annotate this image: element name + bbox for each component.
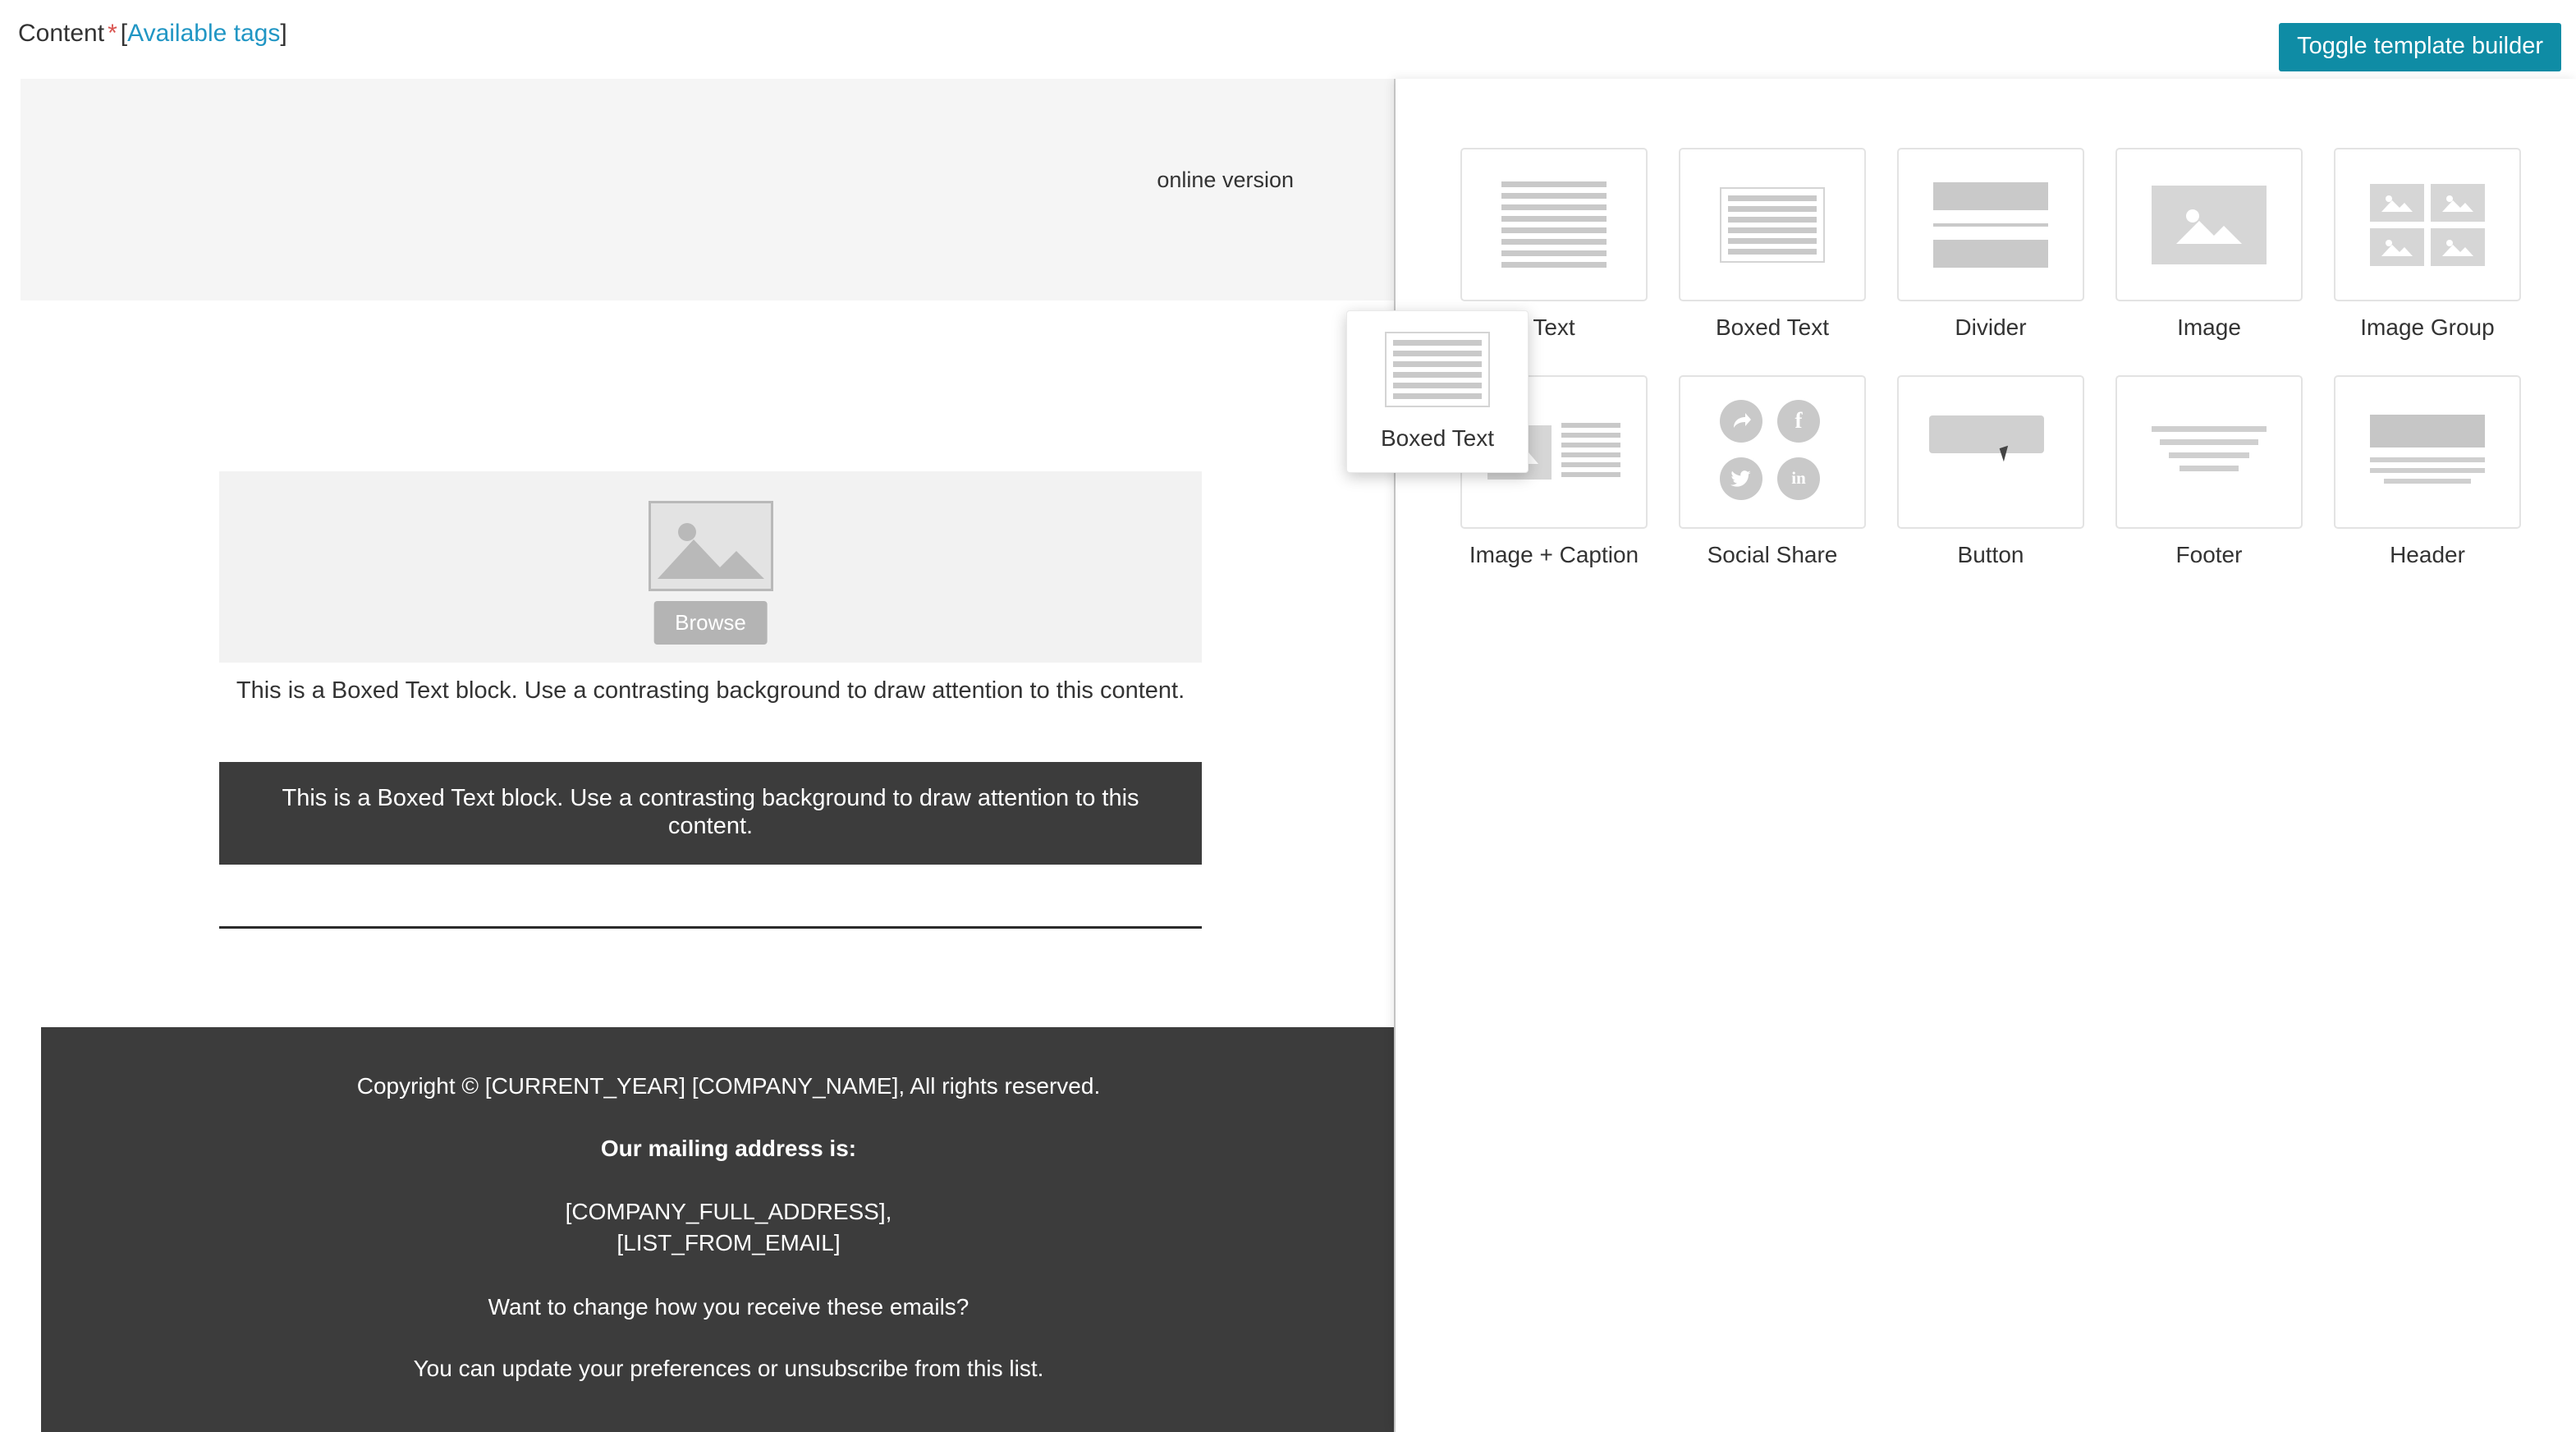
content-label-text: Content: [18, 20, 105, 47]
image-group-block-icon: [2370, 184, 2485, 266]
available-tags-link[interactable]: Available tags: [127, 20, 281, 47]
palette-item-button[interactable]: [1882, 375, 2100, 568]
button-block-icon: [1929, 415, 2052, 489]
palette-label-image-group: Image Group: [2360, 314, 2495, 340]
palette-label-image: Image: [2177, 314, 2241, 340]
share-icon: [1720, 400, 1762, 443]
palette-tile-social-share[interactable]: [1679, 375, 1866, 529]
social-share-block-icon: [1720, 400, 1825, 505]
palette-tile-image-group[interactable]: [2334, 148, 2521, 301]
palette-label-footer: Footer: [2175, 542, 2243, 567]
boxed-text-block[interactable]: This is a Boxed Text block. Use a contrasting background to draw attention to this content.: [219, 762, 1202, 865]
palette-item-footer[interactable]: [2100, 375, 2318, 568]
palette-label-boxed-text: Boxed Text: [1715, 314, 1830, 340]
email-canvas[interactable]: [21, 79, 1396, 1382]
palette-item-social-share[interactable]: [1663, 375, 1882, 568]
footer-address-line2: [LIST_FROM_EMAIL]: [616, 1229, 841, 1255]
palette-item-image[interactable]: [2100, 148, 2318, 341]
bracket-open: [: [120, 20, 128, 47]
image-block[interactable]: [219, 471, 1202, 663]
footer-address: [41, 1196, 1396, 1259]
image-placeholder-icon: [649, 501, 773, 591]
linkedin-icon: in: [1777, 457, 1820, 500]
palette-label-divider: Divider: [1955, 314, 2027, 340]
content-field-label: [18, 20, 287, 48]
palette-row-gap: [1445, 341, 2537, 375]
palette-tile-header[interactable]: [2334, 375, 2521, 529]
palette-tile-text[interactable]: [1460, 148, 1648, 301]
facebook-icon: f: [1777, 400, 1820, 443]
dragging-block-ghost[interactable]: [1346, 310, 1529, 473]
palette-label-image-caption: Image + Caption: [1469, 542, 1639, 567]
palette-tile-divider[interactable]: [1897, 148, 2084, 301]
divider-block-icon: [1933, 182, 2048, 268]
online-version-link[interactable]: online version: [1157, 168, 1294, 192]
palette-label-text: Text: [1533, 314, 1575, 340]
image-block-icon: [2152, 186, 2267, 264]
palette-item-header[interactable]: [2318, 375, 2537, 568]
palette-label-button: Button: [1957, 542, 2024, 567]
dragging-block-label: Boxed Text: [1380, 425, 1495, 451]
required-marker: *: [108, 20, 117, 47]
palette-item-divider[interactable]: [1882, 148, 2100, 341]
email-preview-pane[interactable]: [0, 79, 1396, 1432]
block-palette: [1445, 148, 2537, 568]
divider-block[interactable]: [219, 926, 1202, 929]
palette-item-boxed-text[interactable]: [1663, 148, 1882, 341]
email-body-area: [21, 301, 1396, 1027]
palette-item-image-group[interactable]: [2318, 148, 2537, 341]
palette-label-social-share: Social Share: [1707, 542, 1838, 567]
palette-label-header: Header: [2390, 542, 2465, 567]
boxed-text-block-icon: [1720, 187, 1825, 263]
text-block[interactable]: This is a Boxed Text block. Use a contrasting background to draw attention to this content.: [236, 677, 1185, 704]
header-block-icon: [2370, 415, 2485, 489]
palette-tile-footer[interactable]: [2115, 375, 2303, 529]
footer-mailing-heading: Our mailing address is:: [600, 1135, 857, 1161]
palette-tile-button[interactable]: [1897, 375, 2084, 529]
footer-address-line1: [COMPANY_FULL_ADDRESS],: [565, 1199, 892, 1225]
browse-button[interactable]: Browse: [653, 601, 768, 645]
preheader-block[interactable]: [21, 79, 1396, 301]
bracket-close: ]: [280, 20, 287, 47]
text-block-icon: [1501, 181, 1607, 268]
footer-preferences-question: Want to change how you receive these emails?: [488, 1293, 969, 1320]
boxed-text-block-icon: [1385, 332, 1490, 407]
footer-block-icon: [2152, 426, 2267, 479]
footer-copyright: Copyright © [CURRENT_YEAR] [COMPANY_NAME], All rights reserved.: [356, 1073, 1101, 1099]
palette-tile-boxed-text[interactable]: [1679, 148, 1866, 301]
palette-tile-image[interactable]: [2115, 148, 2303, 301]
twitter-icon: [1720, 457, 1762, 500]
workspace: [0, 79, 2576, 1432]
top-bar: [0, 0, 2576, 79]
footer-block[interactable]: [41, 1027, 1396, 1432]
footer-preferences-text: You can update your preferences or unsubscribe from this list.: [413, 1356, 1044, 1382]
toggle-template-builder-button[interactable]: Toggle template builder: [2279, 23, 2561, 71]
